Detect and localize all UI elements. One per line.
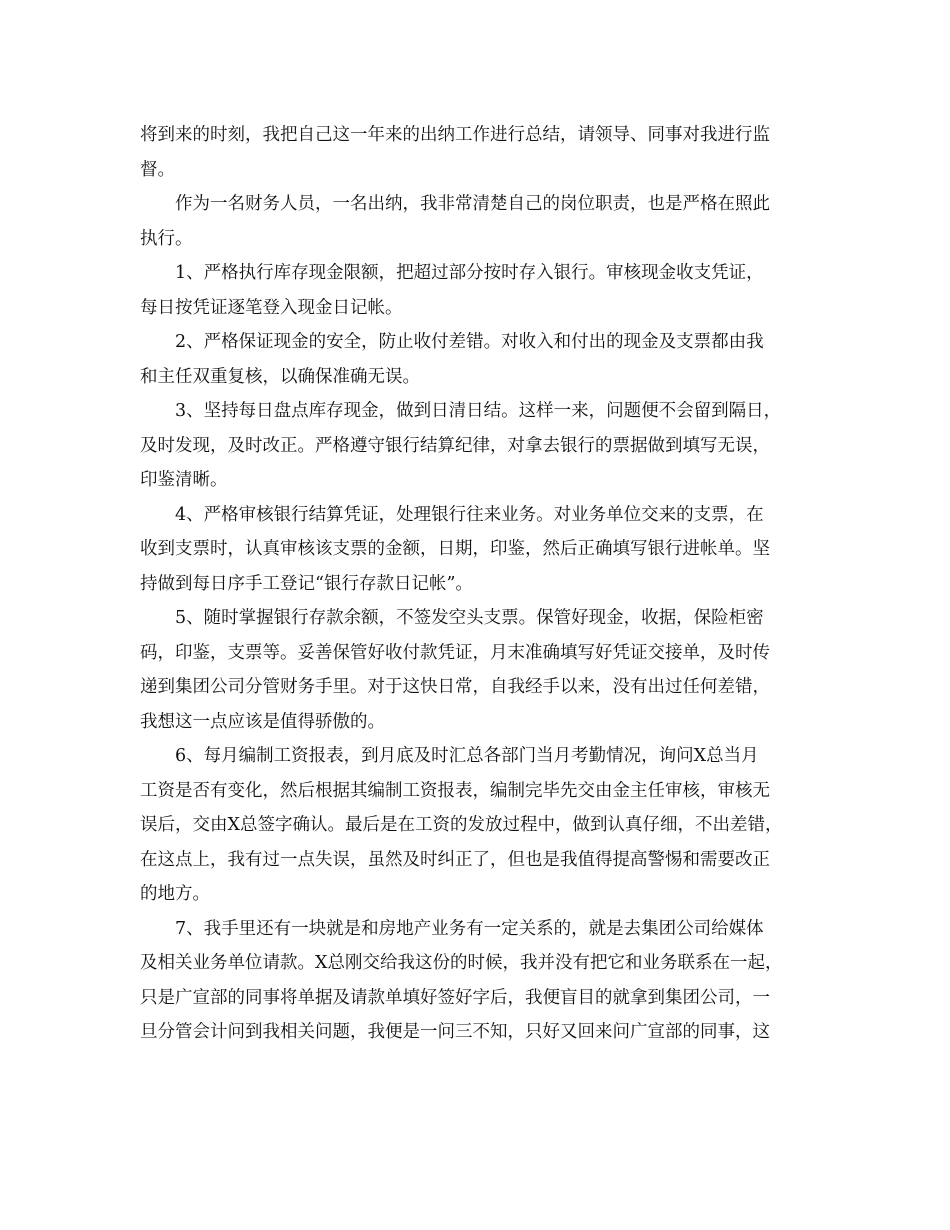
paragraph — [140, 601, 820, 739]
text-line: 我想这一点应该是值得骄傲的。 — [140, 711, 385, 732]
text-line: 收到支票时，认真审核该支票的金额，日期，印鉴，然后正确填写银行进帐单。坚 — [140, 539, 770, 559]
text-line: 每日按凭证逐笔登入现金日记帐。 — [140, 297, 403, 318]
text-line: 1、严格执行库存现金限额，把超过部分按时存入银行。审核现金收支凭证， — [175, 263, 764, 283]
text-line: 旦分管会计问到我相关问题，我便是一问三不知，只好又回来问广宣部的同事，这 — [140, 1022, 770, 1042]
paragraph — [140, 394, 820, 498]
text-line: 只是广宣部的同事将单据及请款单填好签好字后，我便盲目的就拿到集团公司，一 — [140, 987, 770, 1008]
text-line: 递到集团公司分管财务手里。对于这快日常，自我经手以来，没有出过任何差错， — [140, 677, 770, 697]
text-line: 执行。 — [140, 228, 193, 249]
text-line: 3、坚持每日盘点库存现金，做到日清日结。这样一来，问题便不会留到隔日， — [175, 401, 782, 421]
text-line: 5、随时掌握银行存款余额，不签发空头支票。保管好现金，收据，保险柜密 — [175, 608, 764, 628]
text-line: 及时发现，及时改正。严格遵守银行结算纪律，对拿去银行的票据做到填写无误， — [140, 435, 770, 456]
text-line: 督。 — [140, 159, 175, 180]
paragraph — [140, 739, 820, 912]
text-line: 和主任双重复核，以确保准确无误。 — [140, 366, 420, 387]
paragraph — [140, 912, 820, 1050]
text-line: 7、我手里还有一块就是和房地产业务有一定关系的，就是去集团公司给媒体 — [175, 918, 764, 939]
text-line: 作为一名财务人员，一名出纳，我非常清楚自己的岗位职责，也是严格在照此 — [175, 194, 770, 214]
document-body — [140, 118, 820, 1050]
paragraph — [140, 325, 820, 394]
paragraph — [140, 187, 820, 256]
text-line: 4、严格审核银行结算凭证，处理银行往来业务。对业务单位交来的支票，在 — [175, 504, 764, 525]
text-line: 工资是否有变化，然后根据其编制工资报表，编制完毕先交由金主任审核，审核无 — [140, 780, 770, 801]
paragraph — [140, 498, 820, 602]
text-line: 持做到每日序手工登记“银行存款日记帐”。 — [140, 573, 473, 594]
text-line: 6、每月编制工资报表，到月底及时汇总各部门当月考勤情况，询问X总当月 — [175, 746, 759, 766]
paragraph — [140, 256, 820, 325]
text-line: 在这点上，我有过一点失误，虽然及时纠正了，但也是我值得提高警惕和需要改正 — [140, 849, 770, 870]
paragraph — [140, 118, 820, 187]
text-line: 误后，交由X总签字确认。最后是在工资的发放过程中，做到认真仔细，不出差错， — [140, 815, 783, 835]
text-line: 2、严格保证现金的安全，防止收付差错。对收入和付出的现金及支票都由我 — [175, 332, 764, 352]
text-line: 及相关业务单位请款。X总刚交给我这份的时候，我并没有把它和业务联系在一起， — [140, 953, 783, 973]
text-line: 印鉴清晰。 — [140, 470, 228, 490]
text-line: 将到来的时刻，我把自己这一年来的出纳工作进行总结，请领导、同事对我进行监 — [140, 125, 770, 145]
text-line: 的地方。 — [140, 884, 210, 904]
text-line: 码，印鉴，支票等。妥善保管好收付款凭证，月末准确填写好凭证交接单，及时传 — [140, 642, 770, 663]
